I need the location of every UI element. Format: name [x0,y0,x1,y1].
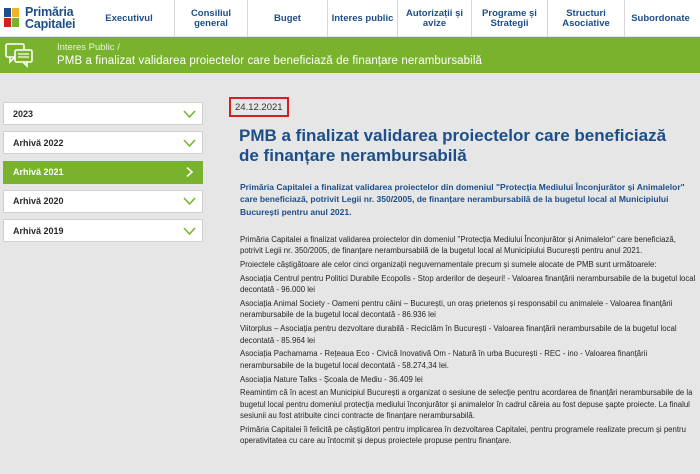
article-paragraph: Proiectele câștigătoare ale celor cinci organizații neguvernamentale precum și sumele alocate de PMB sunt următoarele: [240,260,657,270]
speech-bubbles-icon [4,42,34,68]
sidebar-item-arhivă-2020[interactable] [3,190,203,213]
main-menu [84,0,696,37]
sidebar-item-arhivă-2022[interactable] [3,131,203,154]
chevron-down-icon [183,196,196,206]
page-banner [0,37,700,73]
sidebar-item-label: 2023 [13,108,34,119]
article-paragraph: Asociația Nature Talks - Școala de Mediu - 36.409 lei [240,374,423,384]
nav-item-subordonate[interactable]: Subordonate [624,0,696,37]
article-paragraph: Asociația Pachamama - Rețeaua Eco - Civică Inovativă Om - Natură în urba București - REC - ino - Valoarea finanțării nerambursabile de la bugetul local decontată - 58.274,34 lei. [240,349,648,370]
primaria-capitalei-logo[interactable] [3,4,79,32]
sidebar-item-label: Arhivă 2022 [13,137,64,148]
article-title: PMB a finalizat validarea proiectelor care beneficiază de finanțare nerambursabilă [239,126,667,165]
nav-item-autorizatii[interactable]: Autorizații și avize [397,0,471,37]
logo-line-2: Capitalei [25,17,76,31]
sidebar-item-2023[interactable] [3,102,203,125]
nav-item-interes-public[interactable]: Interes public [327,0,397,37]
chevron-right-icon [183,167,196,177]
chevron-down-icon [183,226,196,236]
nav-item-executivul[interactable]: Executivul [105,12,153,24]
article-paragraph: Reamintim că în acest an Municipiul București a organizat o sesiune de selecție pentru acordarea de finanțări nerambursabile de la bugetul local pentru domeniul protecția mediului înconjurător și animalelor în cadrul căreia au fost depuse șapte proiecte. La finalul sesiunii au fost atribuite cinci contracte de finanțare nerambursabilă. [240,388,693,421]
article-date: 24.12.2021 [229,97,289,117]
nav-item-buget[interactable]: Buget [247,0,327,37]
logo-mark-icon [3,6,21,30]
sidebar-item-label: Arhivă 2020 [13,196,64,207]
breadcrumb[interactable]: Interes Public / [57,42,120,53]
article [229,97,697,449]
article-paragraph: Asociația Centrul pentru Politici Durabile Ecopolis - Stop arderilor de deșeuri! - Valoarea finanțării nerambursabile de la bugetul local decontată - 96.000 lei [240,273,696,295]
sidebar-item-label: Arhivă 2019 [13,225,64,236]
nav-item-structuri[interactable]: Structuri Asociative [547,0,624,37]
chevron-down-icon [183,109,196,119]
sidebar-item-label: Arhivă 2021 [13,167,64,178]
banner-title: PMB a finalizat validarea proiectelor care beneficiază de finanțare nerambursabilă [57,55,482,67]
article-lead: Primăria Capitalei a finalizat validarea proiectelor din domeniul "Protecția Mediului Înconjurător și Animalelor" care beneficiază, potrivit Legii nr. 350/2005, de finanțare nerambursabilă de la bugetul local al Municipiului București pentru anul 2021. [240,182,685,217]
article-paragraph: Viitorplus – Asociația pentru dezvoltare durabilă - Reciclăm în București - Valoarea finanțării nerambursabile de la bugetul local decontată - 85.964 lei [240,324,677,345]
top-navigation-bar [0,0,700,37]
article-paragraph: Asociația Animal Society - Oameni pentru câini – București, un oraș prietenos și responsabil cu animalele - Valoarea finanțării nerambursabile de la bugetul local decontată - 86.936 lei [240,298,673,320]
article-paragraph: Primăria Capitalei îi felicită pe câștigători pentru implicarea în dezvoltarea Capitalei, pentru programele realizate precum și pentru operativitatea cu care au întocmit și depus proiectele propuse pentru finanțare. [240,424,686,446]
article-paragraph: Primăria Capitalei a finalizat validarea proiectelor din domeniul "Protecția Mediului Înconjurător și Animalelor" care beneficiază, potrivit Legii nr. 350/2005, de finanțare nerambursabilă de la bugetul local al Municipiului București pentru anul 2021. [240,234,676,256]
sidebar-item-arhivă-2021[interactable] [3,161,203,184]
nav-item-consiliul-general[interactable]: Consiliul general [174,0,247,37]
archive-sidebar [3,102,203,248]
chevron-down-icon [183,138,196,148]
nav-item-programe[interactable]: Programe și Strategii [471,0,547,37]
logo-line-1: Primăria [25,5,74,19]
sidebar-item-arhivă-2019[interactable] [3,219,203,242]
article-body [240,234,696,447]
